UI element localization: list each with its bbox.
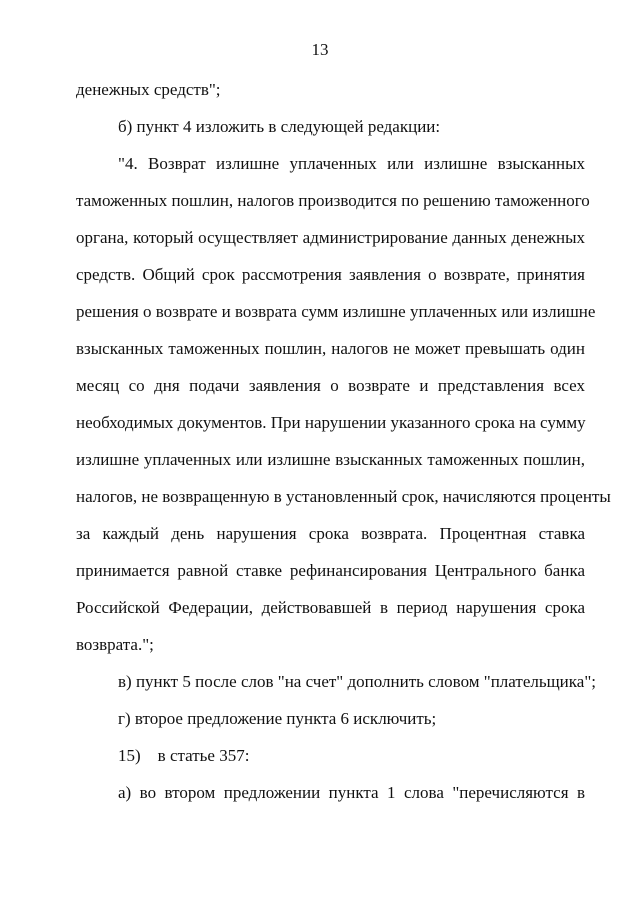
text-line: месяц со дня подачи заявления о возврате и представления всех [76, 376, 585, 395]
text-line: таможенных пошлин, налогов производится по решению таможенного [76, 191, 590, 210]
text-line: за каждый день нарушения срока возврата. Процентная ставка [76, 524, 585, 543]
text-line: взысканных таможенных пошлин, налогов не может превышать один [76, 339, 585, 358]
text-line: "4. Возврат излишне уплаченных или излишне взысканных [118, 154, 585, 173]
text-line: б) пункт 4 изложить в следующей редакции: [118, 117, 441, 136]
text-line: г) второе предложение пункта 6 исключить; [118, 709, 437, 728]
text-line: налогов, не возвращенную в установленный срок, начисляются проценты [76, 487, 611, 506]
text-line: необходимых документов. При нарушении указанного срока на сумму [76, 413, 586, 432]
text-line: средств. Общий срок рассмотрения заявления о возврате, принятия [76, 265, 585, 284]
page-number: 13 [311, 40, 329, 59]
text-line: а) во втором предложении пункта 1 слова "перечисляются в [118, 783, 585, 802]
text-line: возврата."; [76, 635, 154, 654]
text-line: органа, который осуществляет администрирование данных денежных [76, 228, 585, 247]
text-line: Российской Федерации, действовавшей в период нарушения срока [76, 598, 585, 617]
text-line: 15) в статье 357: [118, 746, 250, 765]
text-line: принимается равной ставке рефинансирования Центрального банка [76, 561, 585, 580]
text-line: решения о возврате и возврата сумм излишне уплаченных или излишне [76, 302, 596, 321]
text-line: в) пункт 5 после слов "на счет" дополнить словом "плательщика"; [118, 672, 596, 691]
text-line: излишне уплаченных или излишне взысканных таможенных пошлин, [76, 450, 585, 469]
text-line: денежных средств"; [76, 80, 221, 99]
